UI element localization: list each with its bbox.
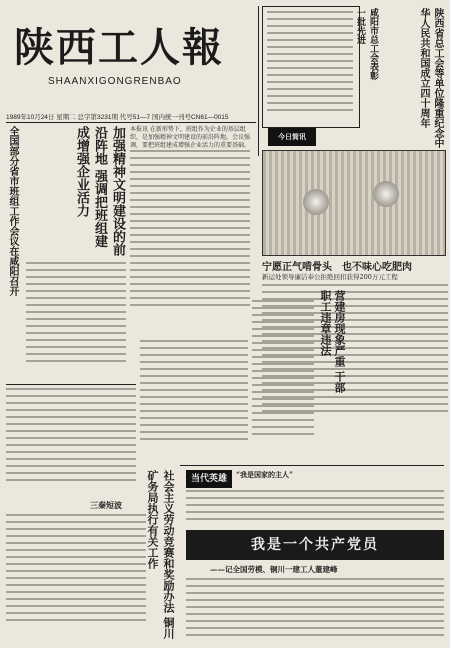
- newspaper-pinyin: SHAANXIGONGRENBAO: [48, 76, 182, 87]
- middle-left-text: [140, 340, 248, 460]
- brief-text: [267, 11, 353, 121]
- feature-badge: 当代英雄: [186, 470, 232, 488]
- middle-text: [252, 300, 314, 450]
- masthead-rule: [6, 122, 256, 123]
- feature-text-bottom: [186, 578, 444, 642]
- lead-text-lines: [130, 150, 250, 330]
- left-divider: [6, 384, 136, 385]
- lead-headline: 加强精神文明建设的前沿阵地 强调把班组建成增强企业活力: [74, 126, 125, 256]
- right-side-headline: 咸阳市总工会表彰一批先进: [355, 8, 378, 80]
- feature-subhead: ——记全国劳模、铜川一建工人董建峰: [210, 565, 338, 574]
- feature-quote: “我是国家的主人”: [236, 470, 294, 479]
- lead-body: 本报讯 在新形势下，班组作为企业的基层组织，是加强精神文明建设的前沿阵地。会议强调，要把班组建成增强企业活力的重要基础。: [130, 126, 251, 149]
- middle-vertical-headline: 营建房现象严重 干部职工违章违法: [319, 290, 346, 393]
- feature-vertical-headline: 社会主义劳动竞赛和奖励办法 铜川矿务局执行有关工作: [146, 470, 175, 639]
- lamp-bulb-image: [373, 181, 399, 207]
- feature-text-top: [186, 490, 444, 526]
- brief-box: [262, 6, 360, 128]
- factory-photo: [262, 150, 446, 256]
- lead-vertical-headline: 全国部分省市班组工作会议在咸阳召开: [7, 126, 18, 296]
- left-bottom-text-2: [6, 514, 146, 642]
- column-divider: [258, 6, 259, 156]
- left-bottom-text: [6, 388, 136, 498]
- feature-top-rule: [180, 465, 444, 466]
- brief-label: 今日简讯: [268, 128, 316, 146]
- short-wave-label: 三秦短波: [90, 500, 122, 510]
- lamp-bulb-image: [303, 189, 329, 215]
- feature-banner: 我是一个共产党员: [186, 530, 444, 560]
- right-vertical-headline: 陕西省总工会等单位隆重纪念中华人民共和国成立四十周年: [418, 8, 443, 148]
- issue-info: 1989年10月24日 星期二 总字第3231期 代号51—7 国内统一刊号CN61—0015: [6, 114, 229, 121]
- masthead: [6, 10, 246, 110]
- lead-text-lines-left: [26, 262, 126, 382]
- newspaper-title: 陕西工人報: [14, 24, 224, 71]
- photo-headline: 宁愿正气啃骨头 也不味心吃肥肉: [262, 262, 412, 273]
- photo-subhead: 新运处领导廉洁奉公拒绝回扣获得200万元工程: [262, 273, 398, 281]
